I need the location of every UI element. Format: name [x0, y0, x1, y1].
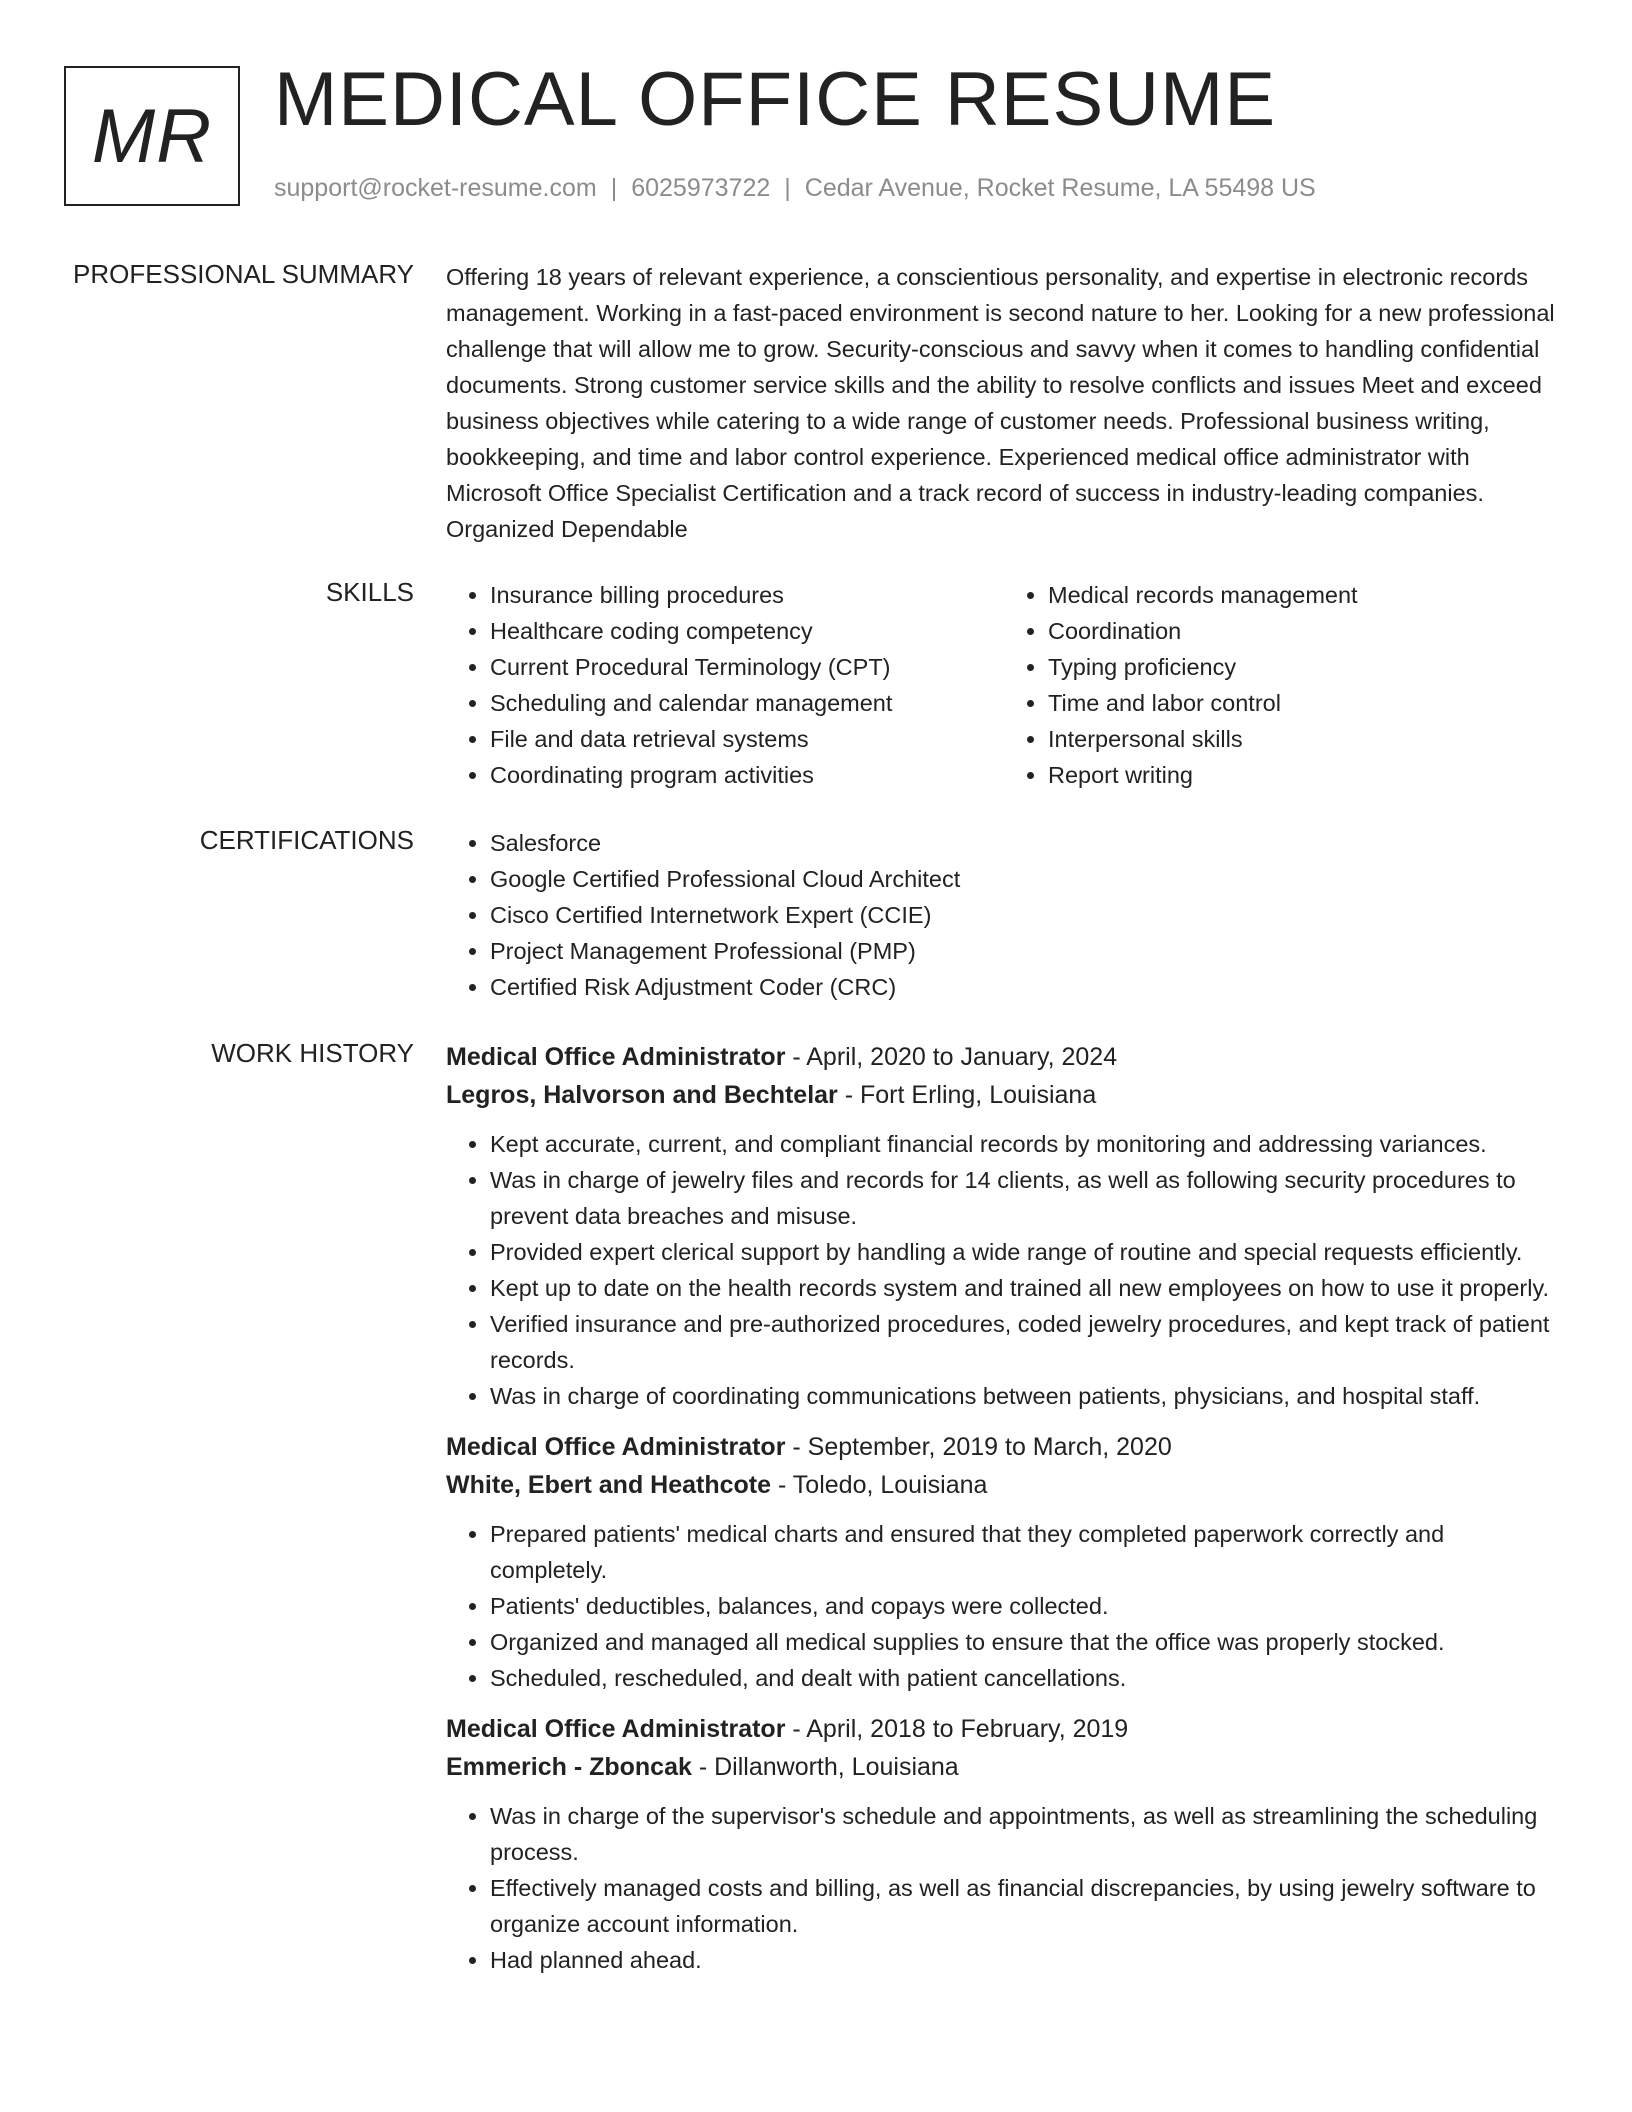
work-history-heading: WORK HISTORY: [211, 1038, 414, 1068]
job-location: - Toledo, Louisiana: [771, 1471, 988, 1499]
list-item: • Coordination: [1048, 613, 1562, 649]
job-company-line: [446, 1466, 1562, 1504]
job-location: - Dillanworth, Louisiana: [691, 1753, 959, 1781]
job-duty-item: • Was in charge of the supervisor's schedule and appointments, as well as streamlining the scheduling process.: [490, 1798, 1562, 1870]
list-item: • File and data retrieval systems: [490, 721, 1004, 757]
resume-title: MEDICAL OFFICE RESUME: [274, 57, 1277, 142]
job-duty-item: • Verified insurance and pre-authorized procedures, coded jewelry procedures, and kept track of patient records.: [490, 1306, 1562, 1378]
job-duty-item: • Was in charge of coordinating communications between patients, physicians, and hospital staff.: [490, 1378, 1562, 1414]
job-company: White, Ebert and Heathcote: [446, 1471, 772, 1499]
contact-separator: |: [784, 174, 791, 202]
job-duty-item: • Patients' deductibles, balances, and copays were collected.: [490, 1588, 1562, 1624]
contact-line: [274, 174, 1316, 203]
list-item: • Medical records management: [1048, 577, 1562, 613]
list-item: • Interpersonal skills: [1048, 721, 1562, 757]
summary-body: [446, 259, 1562, 547]
list-item: • Healthcare coding competency: [490, 613, 1004, 649]
job-duty-item: • Kept accurate, current, and compliant financial records by monitoring and addressing variances.: [490, 1126, 1562, 1162]
list-item: • Google Certified Professional Cloud Architect: [490, 861, 1562, 897]
list-item: • Project Management Professional (PMP): [490, 933, 1562, 969]
job-company-line: [446, 1076, 1562, 1114]
list-item: • Cisco Certified Internetwork Expert (CCIE): [490, 897, 1562, 933]
job-title-line: [446, 1710, 1562, 1748]
job-duty-item: • Was in charge of jewelry files and records for 14 clients, as well as following security procedures to prevent data breaches and misuse.: [490, 1162, 1562, 1234]
job-duty-item: • Organized and managed all medical supplies to ensure that the office was properly stocked.: [490, 1624, 1562, 1660]
job-title-line: [446, 1428, 1562, 1466]
job-entry: [446, 1038, 1562, 1414]
list-item: • Report writing: [1048, 757, 1562, 793]
skills-list-right: [1004, 577, 1562, 793]
job-duties-list: [446, 1798, 1562, 1978]
job-title: Medical Office Administrator: [446, 1433, 786, 1461]
job-duty-item: • Provided expert clerical support by handling a wide range of routine and special requests efficiently.: [490, 1234, 1562, 1270]
job-company: Emmerich - Zboncak: [446, 1753, 692, 1781]
job-company: Legros, Halvorson and Bechtelar: [446, 1081, 838, 1109]
list-item: • Certified Risk Adjustment Coder (CRC): [490, 969, 1562, 1005]
skills-body: [446, 577, 1562, 793]
job-duty-item: • Effectively managed costs and billing, as well as financial discrepancies, by using jewelry software to organize account information.: [490, 1870, 1562, 1942]
work-history-body: [446, 1038, 1562, 1992]
contact-email: support@rocket-resume.com: [274, 174, 597, 202]
job-company-line: [446, 1748, 1562, 1786]
certifications-heading: CERTIFICATIONS: [199, 825, 414, 855]
job-dates: - April, 2018 to February, 2019: [785, 1715, 1129, 1743]
monogram-box: [64, 66, 240, 206]
job-dates: - April, 2020 to January, 2024: [785, 1043, 1118, 1071]
list-item: • Insurance billing procedures: [490, 577, 1004, 613]
job-title: Medical Office Administrator: [446, 1715, 786, 1743]
monogram-initials: MR: [91, 93, 213, 179]
certifications-body: [446, 825, 1562, 1005]
list-item: • Salesforce: [490, 825, 1562, 861]
job-title-line: [446, 1038, 1562, 1076]
job-location: - Fort Erling, Louisiana: [837, 1081, 1097, 1109]
contact-phone: 6025973722: [631, 174, 771, 202]
job-duty-item: • Had planned ahead.: [490, 1942, 1562, 1978]
certifications-list: [446, 825, 1562, 1005]
job-title: Medical Office Administrator: [446, 1043, 786, 1071]
contact-address: Cedar Avenue, Rocket Resume, LA 55498 US: [804, 174, 1316, 202]
list-item: • Current Procedural Terminology (CPT): [490, 649, 1004, 685]
job-entry: [446, 1710, 1562, 1978]
job-dates: - September, 2019 to March, 2020: [785, 1433, 1172, 1461]
job-duty-item: • Kept up to date on the health records system and trained all new employees on how to use it properly.: [490, 1270, 1562, 1306]
job-duties-list: [446, 1516, 1562, 1696]
job-duties-list: [446, 1126, 1562, 1414]
job-duty-item: • Prepared patients' medical charts and ensured that they completed paperwork correctly and completely.: [490, 1516, 1562, 1588]
skills-list-left: [446, 577, 1004, 793]
summary-text: Offering 18 years of relevant experience, a conscientious personality, and expertise in electronic records management. Working in a fast-paced environment is second nature to her. Looking for a new professional challenge that will allow me to grow. Security-conscious and savvy when it comes to handling confidential documents. Strong customer service skills and the ability to resolve conflicts and issues Meet and exceed business objectives while catering to a wide range of customer needs. Professional business writing, bookkeeping, and time and labor control experience. Experienced medical office administrator with Microsoft Office Specialist Certification and a track record of success in industry-leading companies. Organized Dependable: [446, 264, 1555, 542]
summary-heading: PROFESSIONAL SUMMARY: [73, 259, 414, 289]
contact-separator: |: [610, 174, 618, 202]
list-item: • Scheduling and calendar management: [490, 685, 1004, 721]
job-entry: [446, 1428, 1562, 1696]
list-item: • Time and labor control: [1048, 685, 1562, 721]
job-duty-item: • Scheduled, rescheduled, and dealt with patient cancellations.: [490, 1660, 1562, 1696]
skills-heading: SKILLS: [325, 577, 414, 607]
list-item: • Typing proficiency: [1048, 649, 1562, 685]
list-item: • Coordinating program activities: [490, 757, 1004, 793]
